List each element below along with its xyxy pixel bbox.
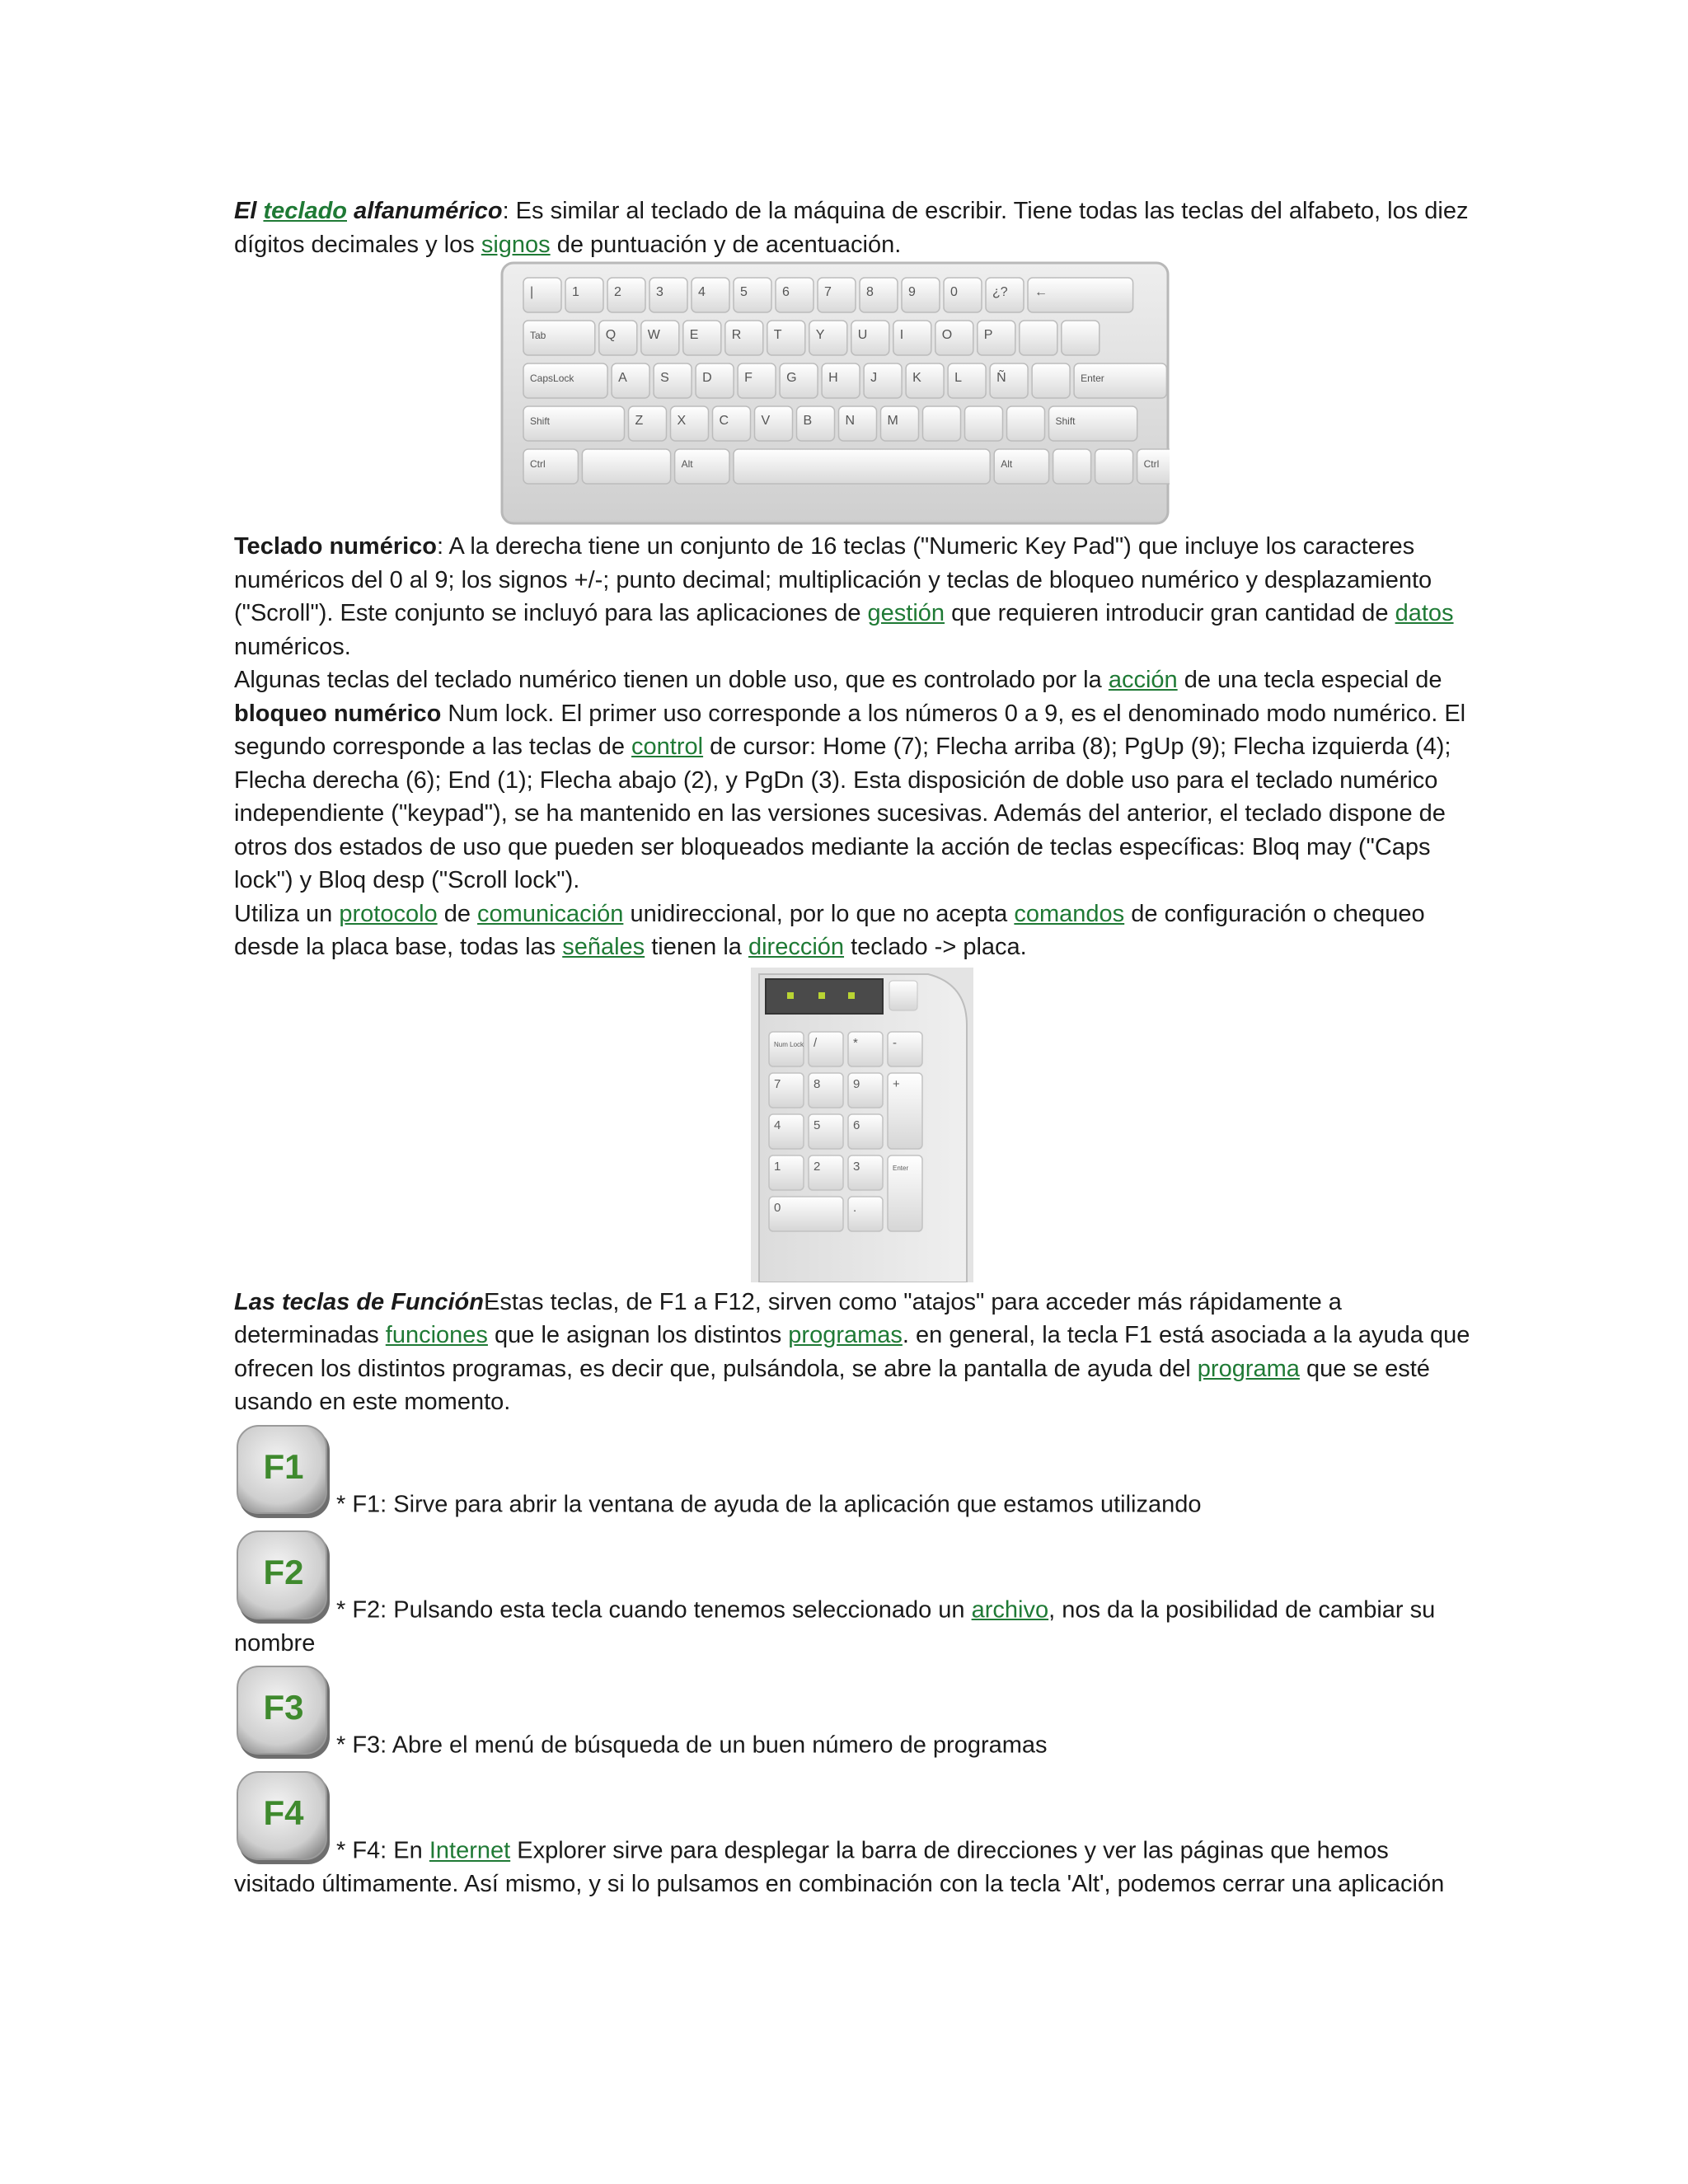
numerico-text-3: numéricos.	[234, 633, 351, 660]
keyboard-key	[599, 321, 637, 355]
section-title-prefix: El	[234, 198, 257, 224]
f2-description: * F2: Pulsando esta tecla cuando tenemos seleccionado un	[336, 1596, 965, 1623]
numerico-paragraph	[234, 530, 1470, 663]
keyboard-key	[902, 278, 940, 312]
keyboard-key	[725, 321, 763, 355]
keyboard-key	[860, 278, 898, 312]
f3-description: * F3: Abre el menú de búsqueda de un buen número de programas	[336, 1732, 1048, 1759]
doble-uso-text-2: de una tecla especial de	[1184, 667, 1442, 693]
keyboard-key-label: M	[887, 414, 898, 428]
alfanumerico-text-end: de puntuación y de acentuación.	[556, 231, 902, 258]
keyboard-key-label: CapsLock	[530, 373, 574, 384]
keyboard-key-label: X	[677, 414, 687, 428]
keyboard-key	[948, 363, 986, 398]
keyboard-key-label: 2	[614, 285, 621, 299]
keyboard-key	[978, 321, 1015, 355]
keyboard-key-label: Z	[635, 414, 644, 428]
f1-description: * F1: Sirve para abrir la ventana de ayuda de la aplicación que estamos utilizando	[336, 1491, 1202, 1517]
protocolo-text-4: de configuración o chequeo desde la placa base, todas las	[234, 900, 1425, 960]
keyboard-key	[893, 321, 931, 355]
f3-item	[234, 1663, 1470, 1762]
keyboard-key-label: 6	[782, 285, 790, 299]
comunicacion-link[interactable]: comunicación	[477, 900, 624, 927]
keyboard-key	[612, 363, 649, 398]
numpad-key-label: *	[853, 1035, 858, 1050]
alphanumeric-keyboard-image	[500, 261, 1170, 525]
internet-link[interactable]: Internet	[429, 1837, 511, 1864]
keyboard-key	[944, 278, 982, 312]
funcion-text: Estas teclas, de F1 a F12, sirven como "atajos" para acceder más rápidamente a determinadas	[234, 1288, 1342, 1348]
f2-item	[234, 1528, 1470, 1661]
keyboard-key-label: W	[647, 328, 660, 342]
keyboard-key-label: 4	[698, 285, 706, 299]
numpad-key-label: Enter	[893, 1164, 909, 1172]
control-link[interactable]: control	[631, 733, 704, 760]
keyboard-key	[649, 278, 687, 312]
keyboard-key-label: Ctrl	[530, 458, 546, 470]
keyboard-key-label: J	[870, 371, 878, 385]
numpad-key-label: 4	[774, 1118, 781, 1132]
protocolo-text-3: unidireccional, por lo que no acepta	[630, 900, 1008, 927]
f2-key-icon	[234, 1528, 333, 1627]
f4-description-end: Explorer sirve para desplegar la barra de direcciones y ver las páginas que hemos visitado últimamente. Así mismo, y si lo pulsamos en combinación con la tecla 'Alt', podemos cerrar una aplicación	[234, 1837, 1445, 1897]
funcion-paragraph	[234, 1286, 1470, 1419]
numerico-text: : A la derecha tiene un conjunto de 16 teclas ("Numeric Key Pad") que incluye los caracteres numéricos del 0 al 9; los signos +/-; punto decimal; multiplicación y teclas de bloqueo numérico y desplazamiento ("Scroll"). Este conjunto se incluyó para las aplicaciones de	[234, 533, 1432, 626]
f1-key-icon	[234, 1422, 333, 1521]
f4-key-icon	[234, 1769, 333, 1868]
protocolo-text-6: teclado -> placa.	[851, 934, 1027, 960]
datos-link[interactable]: datos	[1395, 600, 1454, 626]
doble-uso-text-4: de cursor: Home (7); Flecha arriba (8); PgUp (9); Flecha izquierda (4); Flecha derecha (6); End (1); Flecha abajo (2), y PgDn (3). Esta disposición de doble uso para el teclado numérico independiente ("keypad"), se ha mantenido en las versiones sucesivas. Además del anterior, el teclado dispone de otros dos estados de uso que pueden ser bloqueados mediante la acción de teclas específicas: Bloq may ("Caps lock") y Bloq desp ("Scroll lock").	[234, 733, 1451, 893]
svg-text:F2: F2	[263, 1552, 304, 1591]
keyboard-key-label: A	[618, 371, 627, 385]
protocolo-paragraph	[234, 898, 1470, 964]
keyboard-key-label: Y	[815, 328, 825, 342]
senales-link[interactable]: señales	[562, 934, 645, 960]
keyboard-key	[738, 363, 776, 398]
keyboard-key-label: 8	[866, 285, 874, 299]
keyboard-key	[839, 406, 877, 441]
keyboard-key	[654, 363, 692, 398]
direccion-link[interactable]: dirección	[748, 934, 845, 960]
keyboard-key	[734, 278, 771, 312]
keyboard-key-label: 9	[908, 285, 916, 299]
keyboard-key-label: I	[899, 328, 904, 342]
keyboard-key	[734, 449, 990, 484]
doble-uso-text-3: Num lock. El primer uso corresponde a los números 0 a 9, es el denominado modo numérico. El segundo corresponde a las teclas de	[234, 700, 1466, 760]
alfanumerico-text: : Es similar al teclado de la máquina de escribir. Tiene todas las teclas del alfabeto, los diez dígitos decimales y los	[234, 198, 1469, 258]
f4-description: * F4: En	[336, 1837, 423, 1864]
numpad-key-label: /	[814, 1035, 818, 1050]
alfanumerico-paragraph	[234, 194, 1470, 261]
numerico-text-2: que requieren introducir gran cantidad de	[951, 600, 1389, 626]
keyboard-key-label: T	[773, 328, 782, 342]
keyboard-key	[1032, 363, 1070, 398]
numpad-key-label: -	[893, 1035, 897, 1050]
protocolo-text-2: de	[443, 900, 471, 927]
keyboard-key-label: 0	[950, 285, 958, 299]
keyboard-key	[776, 278, 814, 312]
keyboard-key	[822, 363, 860, 398]
keyboard-key-label: Alt	[1001, 458, 1013, 470]
doble-uso-paragraph	[234, 663, 1470, 898]
keyboard-key	[523, 278, 561, 312]
keyboard-key	[692, 278, 729, 312]
numpad-key-label: 2	[814, 1159, 821, 1174]
f4-item	[234, 1769, 1470, 1901]
numpad-key-label: 1	[774, 1159, 781, 1174]
keyboard-key	[683, 321, 721, 355]
keyboard-key	[582, 449, 670, 484]
keyboard-key	[906, 363, 944, 398]
keyboard-key-label: ←	[1034, 285, 1048, 299]
keyboard-key-label: K	[912, 371, 921, 385]
numpad-key-label: .	[853, 1200, 857, 1215]
svg-text:F4: F4	[263, 1793, 304, 1832]
funcion-text-4: que se esté usando en este momento.	[234, 1355, 1430, 1415]
protocolo-text-5: tienen la	[651, 934, 742, 960]
keyboard-key	[864, 363, 902, 398]
keyboard-key-label: V	[761, 414, 771, 428]
keyboard-key-label: L	[954, 371, 963, 385]
funcion-text-2: que le asignan los distintos	[495, 1322, 782, 1348]
protocolo-link[interactable]: protocolo	[339, 900, 438, 927]
keyboard-key	[1053, 449, 1091, 484]
keyboard-key	[809, 321, 847, 355]
keyboard-key	[671, 406, 709, 441]
keyboard-key	[818, 278, 856, 312]
gestion-link[interactable]: gestión	[867, 600, 945, 626]
accion-link[interactable]: acción	[1108, 667, 1178, 693]
funciones-link[interactable]: funciones	[385, 1322, 488, 1348]
keyboard-key-label: B	[803, 414, 813, 428]
keyboard-key-label: P	[983, 328, 993, 342]
keyboard-key-label: D	[702, 371, 712, 385]
keyboard-key	[1062, 321, 1100, 355]
section-title-suffix: alfanumérico	[354, 198, 503, 224]
numpad-key-label: 8	[814, 1076, 821, 1091]
keyboard-key-label: H	[828, 371, 838, 385]
keyboard-key-label: Tab	[530, 330, 546, 341]
keyboard-key-label: Enter	[1081, 373, 1104, 384]
doble-uso-text: Algunas teclas del teclado numérico tienen un doble uso, que es controlado por la	[234, 667, 1102, 693]
document-page	[234, 194, 1470, 1901]
keyboard-key-label: U	[857, 328, 868, 342]
keyboard-key-label: F	[744, 371, 753, 385]
keyboard-key-label: E	[689, 328, 699, 342]
svg-text:F3: F3	[263, 1688, 304, 1727]
keyboard-key-label: Q	[605, 328, 617, 342]
keyboard-key	[1095, 449, 1133, 484]
keyboard-key-label: Shift	[1055, 415, 1076, 427]
keyboard-key-label: O	[941, 328, 953, 342]
keyboard-key	[965, 406, 1003, 441]
keyboard-key	[755, 406, 793, 441]
keyboard-key	[797, 406, 835, 441]
keyboard-key	[696, 363, 734, 398]
archivo-link[interactable]: archivo	[971, 1596, 1049, 1623]
numpad-key-label: +	[893, 1076, 900, 1091]
numpad-key-label: 7	[774, 1076, 781, 1091]
keyboard-key	[607, 278, 645, 312]
bloqueo-numerico-bold: bloqueo numérico	[234, 700, 442, 727]
keyboard-key-label: 5	[740, 285, 748, 299]
numerico-title: Teclado numérico	[234, 533, 438, 560]
keyboard-key	[923, 406, 961, 441]
keyboard-key	[851, 321, 889, 355]
protocolo-text: Utiliza un	[234, 900, 333, 927]
f2-description-end: , nos da la posibilidad de cambiar su nombre	[234, 1596, 1436, 1657]
keyboard-key-label: Alt	[681, 458, 693, 470]
keyboard-key-label: ¿?	[992, 285, 1008, 299]
numpad-key-label: Num Lock	[774, 1040, 804, 1048]
keyboard-key-label: Shift	[530, 415, 551, 427]
programas-link[interactable]: programas	[788, 1322, 903, 1348]
svg-text:F1: F1	[263, 1446, 304, 1486]
keyboard-key	[1007, 406, 1045, 441]
numpad-key-label: 6	[853, 1118, 860, 1132]
numpad-key-label: 0	[774, 1200, 781, 1215]
keyboard-key	[935, 321, 973, 355]
keyboard-key-label: Ctrl	[1143, 458, 1160, 470]
f3-key-icon	[234, 1663, 333, 1762]
numpad-key-label: 9	[853, 1076, 860, 1091]
keyboard-key-label: 3	[656, 285, 663, 299]
comandos-link[interactable]: comandos	[1014, 900, 1125, 927]
teclado-link[interactable]: teclado	[263, 198, 347, 224]
keyboard-key	[629, 406, 667, 441]
keyboard-key	[565, 278, 603, 312]
f1-item	[234, 1422, 1470, 1521]
keyboard-key-label: N	[845, 414, 856, 428]
keyboard-key-label: 1	[572, 285, 579, 299]
numpad-key-label: 5	[814, 1118, 821, 1132]
numeric-keypad-image	[751, 968, 973, 1282]
keyboard-key	[767, 321, 805, 355]
keyboard-key-label: 7	[824, 285, 832, 299]
keyboard-key-label: |	[530, 285, 534, 299]
numpad-key-label: 3	[853, 1159, 860, 1174]
signos-link[interactable]: signos	[481, 231, 551, 258]
programa-link[interactable]: programa	[1197, 1355, 1300, 1382]
keyboard-key	[990, 363, 1028, 398]
keyboard-key	[881, 406, 919, 441]
numpad-key	[769, 1032, 804, 1066]
keyboard-key-label: S	[660, 371, 669, 385]
funcion-text-3: . en general, la tecla F1 está asociada a la ayuda que ofrecen los distintos programas, es decir que, pulsándola, se abre la pantalla de ayuda del	[234, 1322, 1470, 1382]
funcion-title: Las teclas de Función	[234, 1288, 484, 1315]
keyboard-key	[713, 406, 751, 441]
keyboard-key	[780, 363, 818, 398]
keyboard-key-label: R	[731, 328, 742, 342]
keyboard-key-label: C	[719, 414, 729, 428]
keyboard-key-label: Ñ	[996, 371, 1006, 385]
keyboard-key	[1020, 321, 1057, 355]
keyboard-key-label: G	[786, 371, 797, 385]
